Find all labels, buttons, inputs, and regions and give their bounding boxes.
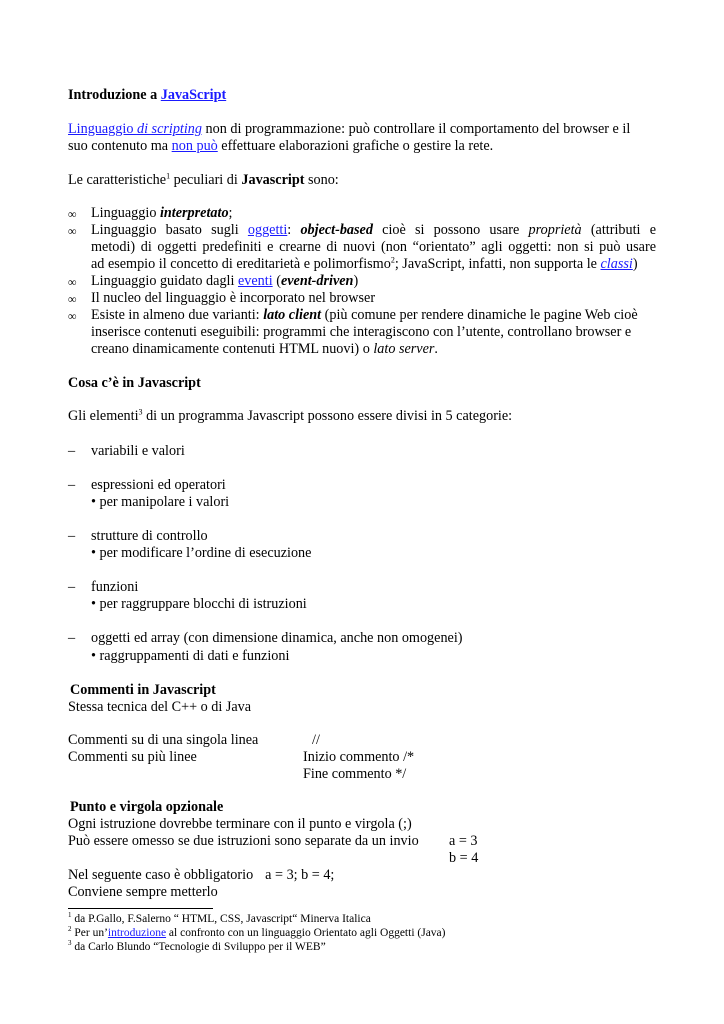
dash-bullet-icon: – (68, 528, 76, 544)
dash-bullet-icon: – (68, 579, 76, 595)
section-heading-punto-virgola: Punto e virgola opzionale (70, 799, 224, 815)
footnote-ref-1: 1 (166, 171, 171, 181)
feature-oggetti-line-1: Linguaggio basato sugli oggetti: object-based cioè si possono usare proprietà (attributi e (91, 222, 656, 238)
feature-oggetti-line-2: metodi) di oggetti predefiniti e crearne di nuovi (non “orientato” agli oggetti: non si può usare (91, 239, 656, 255)
infinity-bullet-icon: ∞ (68, 275, 77, 289)
list-item: funzioni (91, 579, 139, 595)
infinity-bullet-icon: ∞ (68, 207, 77, 221)
feature-oggetti-line-3: ad esempio il concetto di ereditarietà e polimorfismo$^2$; JavaScript, infatti, non supporta le classi) (91, 255, 638, 272)
intro-line-2: suo contenuto ma non può effettuare elaborazioni grafiche o gestire la rete. (68, 138, 494, 154)
list-item-sub: • per modificare l’ordine di esecuzione (91, 545, 312, 561)
list-item: espressioni ed operatori (91, 477, 226, 493)
code-example-b: b = 4 (449, 850, 479, 866)
infinity-bullet-icon: ∞ (68, 224, 77, 238)
oggetti-link[interactable]: oggetti (247, 222, 288, 238)
list-item-sub: • per raggruppare blocchi di istruzioni (91, 596, 307, 612)
feature-varianti-line-2: inserisce contenuti eseguibili: programmi che interagiscono con l’utente, controllano browser e (91, 324, 632, 340)
eventi-link[interactable]: eventi (237, 273, 273, 289)
code-example-inline: a = 3; b = 4; (265, 867, 335, 883)
intro-text-1: non di programmazione: può controllare il comportamento del browser e il (202, 121, 631, 137)
feature-eventi: Linguaggio guidato dagli eventi (event-driven) (91, 273, 359, 289)
footnote-ref-2: 2 (390, 255, 395, 265)
semicolon-line-1: Ogni istruzione dovrebbe terminare con il punto e virgola (;) (68, 816, 412, 832)
commenti-intro: Stessa tecnica del C++ o di Java (68, 699, 252, 715)
elements-intro: Gli elementi$^3$ di un programma Javascript possono essere divisi in 5 categorie: (68, 407, 513, 424)
features-intro: Le caratteristiche$^1$ peculiari di Javascript sono: (68, 171, 339, 188)
multi-line-comment-end: Fine commento */ (303, 766, 407, 782)
multi-line-comment-label: Commenti su più linee (68, 749, 197, 765)
single-line-comment-syntax: // (312, 732, 320, 748)
list-item: oggetti ed array (con dimensione dinamica, anche non omogenei) (91, 630, 463, 646)
page-title (68, 87, 226, 104)
single-line-comment-label: Commenti su di una singola linea (68, 732, 259, 748)
dash-bullet-icon: – (68, 630, 76, 646)
javascript-title-link[interactable]: JavaScript (160, 87, 227, 103)
intro-line-1 (68, 121, 630, 138)
feature-varianti-line-1: Esiste in almeno due varianti: lato client (più comune per rendere dinamiche le pagine Web cioè (91, 307, 638, 323)
footnote-2: $^2$ Per un’introduzione al confronto con un linguaggio Orientato agli Oggetti (Java) (68, 925, 446, 939)
section-heading-cosa-ce: Cosa c’è in Javascript (68, 375, 201, 391)
title-text: Introduzione a (68, 87, 161, 103)
footnote-1: $^1$ da P.Gallo, F.Salerno “ HTML, CSS, Javascript“ Minerva Italica (68, 911, 371, 925)
feature-nucleo: Il nucleo del linguaggio è incorporato nel browser (91, 290, 376, 306)
footnote-divider (68, 908, 213, 909)
infinity-bullet-icon: ∞ (68, 292, 77, 306)
infinity-bullet-icon: ∞ (68, 309, 77, 323)
code-example-a: a = 3 (449, 833, 478, 849)
introduzione-link[interactable]: introduzione (107, 927, 167, 939)
list-item: variabili e valori (91, 443, 185, 459)
feature-interpretato: Linguaggio interpretato; (91, 205, 233, 221)
list-item: strutture di controllo (91, 528, 208, 544)
section-heading-commenti: Commenti in Javascript (70, 682, 216, 698)
semicolon-line-3: Nel seguente caso è obbligatorio a = 3; b = 4; (68, 867, 335, 883)
semicolon-line-4: Conviene sempre metterlo (68, 884, 218, 900)
dash-bullet-icon: – (68, 477, 76, 493)
footnote-ref-3: 3 (138, 407, 143, 417)
semicolon-line-2: Può essere omesso se due istruzioni sono separate da un invio (68, 833, 419, 849)
list-item-sub: • per manipolare i valori (91, 494, 230, 510)
dash-bullet-icon: – (68, 443, 76, 459)
linguaggio-di-scripting-link[interactable]: Linguaggio di scripting (68, 121, 202, 137)
footnote-3: $^3$ da Carlo Blundo “Tecnologie di Sviluppo per il WEB” (68, 939, 326, 953)
non-puo-link[interactable]: non può (171, 138, 218, 154)
feature-varianti-line-3: creano dinamicamente contenuti HTML nuovi) o lato server. (91, 341, 438, 357)
list-item-sub: • raggruppamenti di dati e funzioni (91, 648, 290, 664)
multi-line-comment-start: Inizio commento /* (303, 749, 415, 765)
classi-link[interactable]: classi (600, 256, 633, 272)
